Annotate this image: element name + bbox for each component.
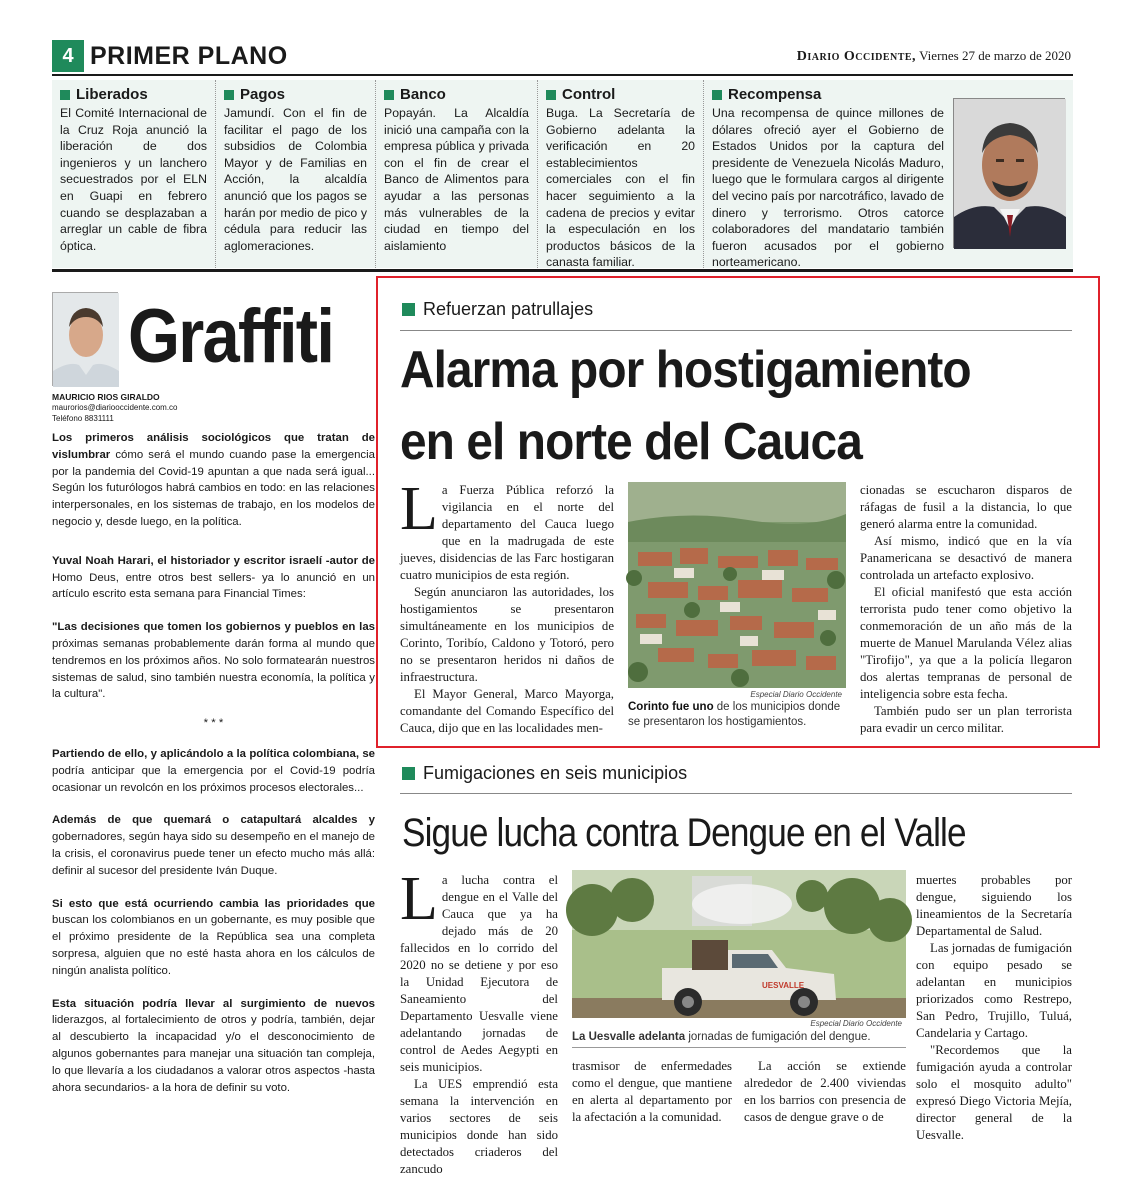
masthead-dateline: [797, 48, 1071, 65]
story-paragraph: También pudo ser un plan terrorista para evadir un cerco militar.: [860, 704, 1072, 735]
truck-logo: UESVALLE: [762, 981, 805, 990]
brief-recompensa: [704, 80, 1073, 268]
story-column-1: [400, 475, 614, 736]
story-paragraph: Las jornadas de fumigación con equipo pesado se adelantan en municipios priorizados como Restrepo, San Pedro, Trujillo, Tuluá, Candelaria y Cartago.: [916, 941, 1072, 1040]
column-paragraph: Si esto que está ocurriendo cambia las prioridades que buscan los colombianos en un gobernante, es muy posible que el próximo presidente de la República sea una completa sorpresa, alguien que no esté hasta ahora en los cálculos de ningún analista político.: [52, 897, 375, 977]
photo-caption: La Uesvalle adelanta jornadas de fumigación del dengue.: [572, 1031, 871, 1043]
brief-text: Jamundí. Con el fin de facilitar el pago de los subsidios de Colombia Mayor y de Familias en Acción, la alcaldía anunció que los pagos se harán por medio de pico y cédula para reducir las aglomeraciones.: [224, 106, 367, 253]
header-rule: [52, 74, 1073, 76]
story-paragraph: El oficial manifestó que esta acción terrorista pudo tener como objetivo la conmemoración de un año más de la muerte de Manuel Marulanda Vélez alias "Tirofijo", ya que a la policía llegaron dos alertas tempranas de personal de inteligencia sobre esta fecha.: [860, 585, 1072, 701]
column-paragraph: Esta situación podría llevar al surgimiento de nuevos liderazgos, al fortalecimiento de otros y podría, también, dejar al descubierto la incapacidad y/o el desconocimiento de algunos gobernantes para manejar una situación tan compleja, lo que llevaría a los ciudadanos a valorar otros aspectos -hasta ahora secundarios- a la hora de definir su voto.: [52, 997, 375, 1094]
story-paragraph: trasmisor de enfermedades como el dengue, que mantiene en alerta al departamento por la afectación a la comunidad.: [572, 1059, 732, 1124]
brief-title: Control: [562, 86, 616, 103]
briefs-strip: [52, 80, 1073, 268]
story-paragraph: cionadas se escucharon disparos de ráfagas de fusil a la distancia, lo que generó alarma entre la comunidad.: [860, 483, 1072, 531]
portrait-photo: [953, 98, 1065, 248]
columnist-phone: Teléfono 8831111: [52, 414, 114, 423]
brief-text: Popayán. La Alcaldía inició una campaña con la empresa pública y privada con el fin de crear el Banco de Alimentos para ayudar a las personas más vulnerables de la ciudad en tiempo del aislamiento: [384, 106, 529, 253]
brief-liberados: [52, 80, 216, 268]
page-number: 4: [52, 40, 84, 72]
story-kicker: Refuerzan patrullajes: [402, 299, 593, 320]
photo-credit: Especial Diario Occidente: [810, 1019, 902, 1028]
brief-control: [538, 80, 704, 268]
column-body: [52, 430, 375, 1150]
brief-text: Una recompensa de quince millones de dólares ofreció ayer el Gobierno de Estados Unidos por la captura del presidente de Venezuela Nicolás Maduro, luego que le formulara cargos al dirigente del vecino país por narcotráfico, lavado de dinero y terrorismo. Otros catorce colaboradores del mandatario también fueron acusados por el gobierno norteamericano.: [712, 106, 944, 270]
story-column-1: [400, 865, 558, 1176]
issue-date: Viernes 27 de marzo de 2020: [919, 48, 1071, 63]
bullet-square-icon: [60, 90, 70, 100]
story-paragraph: La acción se extiende alrededor de 2.400 viviendas en los barrios con presencia de casos de dengue grave o de: [744, 1059, 906, 1124]
brief-text: El Comité Internacional de la Cruz Roja anunció la liberación de dos ingenieros y un lanchero secuestrados por el ELN en Guapi en febrero cuando se desplazaban a arreglar un cable de fibra óptica.: [60, 106, 207, 253]
paper-name: Diario Occidente,: [796, 49, 917, 64]
story-headline: Sigue lucha contra Dengue en el Valle: [402, 811, 966, 855]
story-headline: Alarma por hostigamiento en el norte del Cauca: [400, 341, 971, 471]
brief-text: Buga. La Secretaría de Gobierno adelanta la verificación en 20 establecimientos comerciales con el fin hacer seguimiento a la cadena de precios y evitar la especulación en los productos básicos de la canasta familiar.: [546, 106, 695, 270]
story-column-2: [572, 1058, 732, 1158]
column-paragraph: "Las decisiones que tomen los gobiernos y pueblos en las próximas semanas probablemente darán forma al mundo que tendremos en los próximos años. No solo formatearán nuestros sistemas de salud, sino también nuestra economía, la política y la cultura".: [52, 621, 375, 701]
story-paragraph: muertes probables por dengue, siguiendo los lineamientos de la Secretaría Departamental de Salud.: [916, 873, 1072, 938]
column-paragraph: Partiendo de ello, y aplicándolo a la política colombiana, se podría anticipar que la emergencia por el Covid-19 podría ocasionar un revolcón en los próximos procesos electorales...: [52, 747, 375, 794]
story-paragraph: La lucha contra el dengue en el Valle del Cauca que ya ha dejado más de 20 fallecidos en lo corrido del 2020 no se detiene y por eso la Unidad Ejecutora de Saneamiento del Departamento Uesvalle viene adelantando jornadas de control de Aedes Aegypti en seis municipios.: [400, 865, 558, 1074]
column-paragraph: Yuval Noah Harari, el historiador y escritor israelí -autor de Homo Deus, entre otros best sellers- ya lo anunció en un artículo escrito esta semana para Financial Times:: [52, 554, 375, 601]
section-title: PRIMER PLANO: [90, 42, 288, 70]
story-column-3: [744, 1058, 906, 1158]
section-separator: * * *: [203, 717, 224, 730]
brief-title: Pagos: [240, 86, 286, 103]
columnist-email: maurorios@diariooccidente.com.co: [52, 403, 178, 412]
story-paragraph: La Fuerza Pública reforzó la vigilancia en el norte del departamento del Cauca luego que en la madrugada de este jueves, disidencias de las Farc hostigaran cuatro municipios de esta región.: [400, 475, 614, 582]
columnist-photo: [52, 292, 118, 386]
brief-pagos: [216, 80, 376, 268]
story-column-4: [916, 872, 1072, 1158]
story-paragraph: La UES emprendió esta semana la intervención en varios sectores de seis municipios donde han sido detectados criaderos del zancudo: [400, 1077, 558, 1176]
bullet-square-icon: [402, 767, 415, 780]
brief-banco: [376, 80, 538, 268]
kicker-rule: [400, 330, 1072, 331]
photo-credit: Especial Diario Occidente: [750, 690, 842, 699]
column-paragraph: Los primeros análisis sociológicos que tratan de vislumbrar cómo será el mundo cuando pase la emergencia por la pandemia del Covid-19 apuntan a que nada será igual... Según los futurólogos habrá cambios en todo: en las relaciones interpersonales, en los sistemas de trabajo, en los modelos de negocio y, desde luego, en la política.: [52, 432, 375, 528]
bullet-square-icon: [224, 90, 234, 100]
story-paragraph: "Recordemos que la fumigación ayuda a controlar solo el mosquito adulto" expresó Diego Victoria Mejía, director general de la Uesvalle.: [916, 1043, 1072, 1142]
story-column-3: [860, 482, 1072, 736]
column-title: Graffiti: [128, 294, 334, 379]
kicker-rule: [400, 793, 1072, 794]
story-paragraph: El Mayor General, Marco Mayorga, comandante del Comando Específico del Cauca, dijo que en las localidades men-: [400, 687, 614, 735]
story-kicker: Fumigaciones en seis municipios: [402, 763, 687, 784]
bullet-square-icon: [384, 90, 394, 100]
brief-title: Recompensa: [728, 86, 822, 103]
bullet-square-icon: [712, 90, 722, 100]
story-paragraph: Según anunciaron las autoridades, los hostigamientos se presentaron simultáneamente en los municipios de Corinto, Toribío, Caldono y Totoró, pero no se presentaron heridos ni daños de infraestructura.: [400, 585, 614, 684]
brief-title: Banco: [400, 86, 446, 103]
briefs-bottom-rule: [52, 269, 1073, 272]
fumigation-truck-photo: [572, 870, 906, 1018]
caption-rule: [572, 1047, 906, 1048]
photo-caption: Corinto fue uno de los municipios donde se presentaron los hostigamientos.: [628, 701, 841, 728]
brief-title: Liberados: [76, 86, 148, 103]
bullet-square-icon: [402, 303, 415, 316]
town-aerial-photo: [628, 482, 846, 688]
story-paragraph: Así mismo, indicó que en la vía Panamericana se desactivó de manera controlada un artefacto explosivo.: [860, 534, 1072, 582]
columnist-name: MAURICIO RIOS GIRALDO: [52, 392, 160, 402]
column-paragraph: Además de que quemará o catapultará alcaldes y gobernadores, según haya sido su desempeño en el manejo de la crisis, el coronavirus puede tener un efecto mucho más allá: definir al sucesor del presidente Iván Duque.: [52, 814, 375, 877]
bullet-square-icon: [546, 90, 556, 100]
